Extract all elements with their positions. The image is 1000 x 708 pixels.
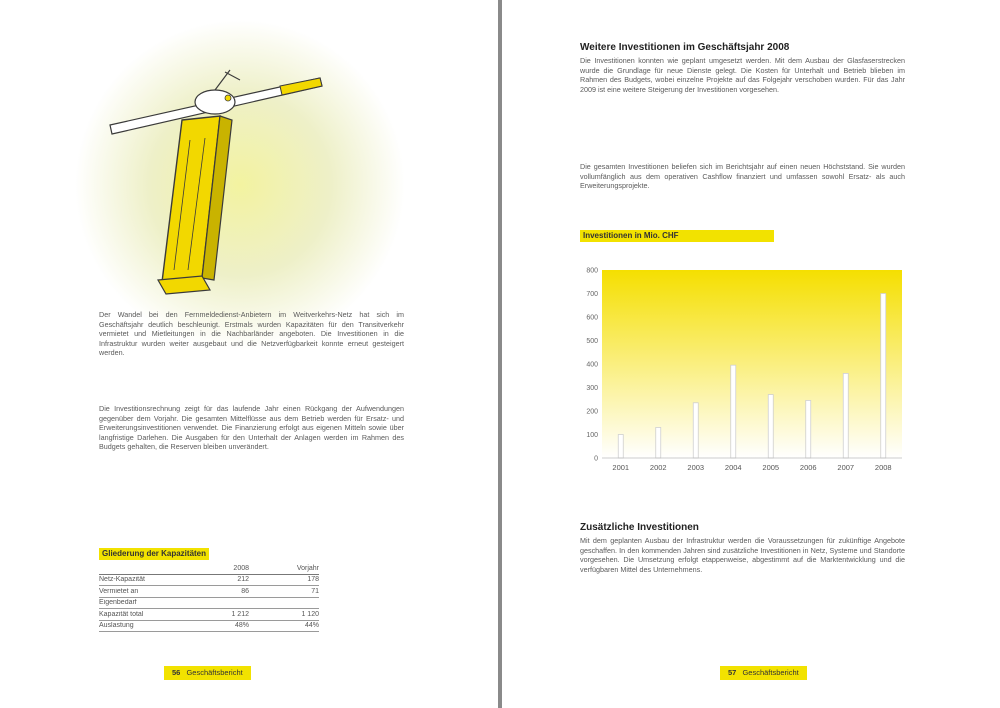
table-row: [99, 575, 319, 587]
table-cell: 71: [311, 587, 319, 595]
x-tick-label: 2007: [837, 463, 855, 472]
y-tick-label: 200: [586, 408, 598, 416]
table-header-row: [99, 563, 319, 575]
left-paragraph-2: Die Investitionsrechnung zeigt für das laufende Jahr einen Rückgang der Aufwendungen gegenüber dem Vorjahr. Die gesamten Mittelflüsse aus dem Betrieb werden für Ersatz- und Erweiterungsinvestitionen verwendet. Die Finanzierung erfolgt aus eigenen Mitteln sowie über langfristige Darlehen. Die Ausgaben für den Unterhalt der Anlagen werden im Rahmen des Budgets gehalten, die Reserven bleiben unverändert.: [99, 404, 404, 452]
bar-2004: [731, 365, 736, 458]
y-tick-label: 400: [586, 361, 598, 369]
heading-investments: Weitere Investitionen im Geschäftsjahr 2008: [580, 42, 790, 53]
bar-2003: [693, 403, 698, 458]
x-tick-label: 2005: [762, 463, 780, 472]
table-cell: Netz-Kapazität: [99, 576, 145, 584]
page-number: 57: [728, 668, 737, 677]
bar-2006: [806, 400, 811, 458]
x-tick-label: 2003: [687, 463, 705, 472]
left-page: [0, 0, 498, 708]
y-tick-label: 100: [586, 432, 598, 439]
table-cell: Auslastung: [99, 622, 134, 630]
footer-label: Geschäftsbericht: [742, 668, 799, 677]
table-cell: 48%: [234, 622, 249, 630]
right-paragraph-3: Mit dem geplanten Ausbau der Infrastruktur werden die Voraussetzungen für zukünftige Angebote geschaffen. In den kommenden Jahren sind zusätzliche Investitionen in Netz, Systeme und Standorte vorgesehen. Die Umsetzung erfolgt etappenweise, abgestimmt auf die Marktentwicklung und die verfügbaren Mittel des Unternehmens.: [580, 536, 905, 574]
heading-additional: Zusätzliche Investitionen: [580, 522, 699, 533]
x-tick-label: 2002: [649, 463, 667, 472]
y-tick-label: 500: [586, 338, 598, 345]
bar-2008: [881, 294, 886, 459]
y-tick-label: 300: [586, 385, 598, 392]
table-cell: 178: [307, 576, 319, 584]
table-row: [99, 598, 319, 610]
capacity-table: [99, 563, 319, 632]
table-cell: Eigenbedarf: [99, 599, 137, 607]
right-paragraph-1: Die Investitionen konnten wie geplant umgesetzt werden. Mit dem Ausbau der Glasfaserstrecken wurde die Grundlage für neue Dienste gelegt. Die Kosten für Unterhalt und Betrieb blieben im Rahmen des Budgets, wobei einzelne Projekte auf das Folgejahr verschoben wurden. Für das Jahr 2009 ist eine weitere Steigerung der Investitionen vorgesehen.: [580, 56, 905, 94]
drone-illustration: [70, 20, 410, 350]
table-cell: 1 212: [231, 610, 249, 618]
x-tick-label: 2006: [799, 463, 817, 472]
y-tick-label: 600: [586, 314, 598, 322]
y-tick-label: 0: [594, 455, 598, 463]
right-footer: [720, 666, 807, 680]
table-cell: 44%: [304, 622, 319, 630]
chart-background: [602, 270, 902, 458]
table-cell: Vermietet an: [99, 587, 139, 595]
x-tick-label: 2004: [724, 463, 742, 472]
chart-label: Investitionen in Mio. CHF: [580, 230, 774, 242]
table-cell: Kapazität total: [99, 610, 144, 618]
investment-bar-chart: [580, 262, 910, 490]
table-row: [99, 609, 319, 621]
bar-2002: [656, 427, 661, 458]
right-paragraph-2: Die gesamten Investitionen beliefen sich im Berichtsjahr auf einen neuen Höchststand. Sie wurden vollumfänglich aus dem operativen Cashflow finanziert und umfassen sowohl Ersatz- als auch Erweiterungsprojekte.: [580, 162, 905, 191]
bar-2005: [768, 395, 773, 458]
table-header-cell: 2008: [233, 564, 249, 572]
footer-label: Geschäftsbericht: [186, 668, 243, 677]
table-cell: 1 120: [301, 610, 319, 618]
y-tick-label: 700: [586, 291, 598, 298]
table-row: [99, 621, 319, 633]
bar-2007: [843, 373, 848, 458]
table-cell: 86: [241, 587, 249, 595]
table-title: Gliederung der Kapazitäten: [99, 548, 209, 560]
y-tick-label: 800: [586, 267, 598, 275]
x-tick-label: 2001: [612, 463, 630, 472]
table-row: [99, 586, 319, 598]
left-footer: [164, 666, 251, 680]
page-number: 56: [172, 668, 181, 677]
table-cell: 212: [237, 576, 249, 584]
table-header-cell: Vorjahr: [296, 564, 319, 572]
left-paragraph-1: Der Wandel bei den Fernmeldedienst-Anbietern im Weitverkehrs-Netz hat sich im Geschäftsjahr deutlich beschleunigt. Erstmals wurden Kapazitäten für den Transitverkehr vermietet und Mietleitungen in die Nachbarländer angeboten. Die Investitionen in die Infrastruktur wurden weiter ausgebaut und die Netzverfügbarkeit konnte erneut gesteigert werden.: [99, 310, 404, 358]
x-tick-label: 2008: [874, 463, 892, 472]
bar-2001: [618, 435, 623, 459]
